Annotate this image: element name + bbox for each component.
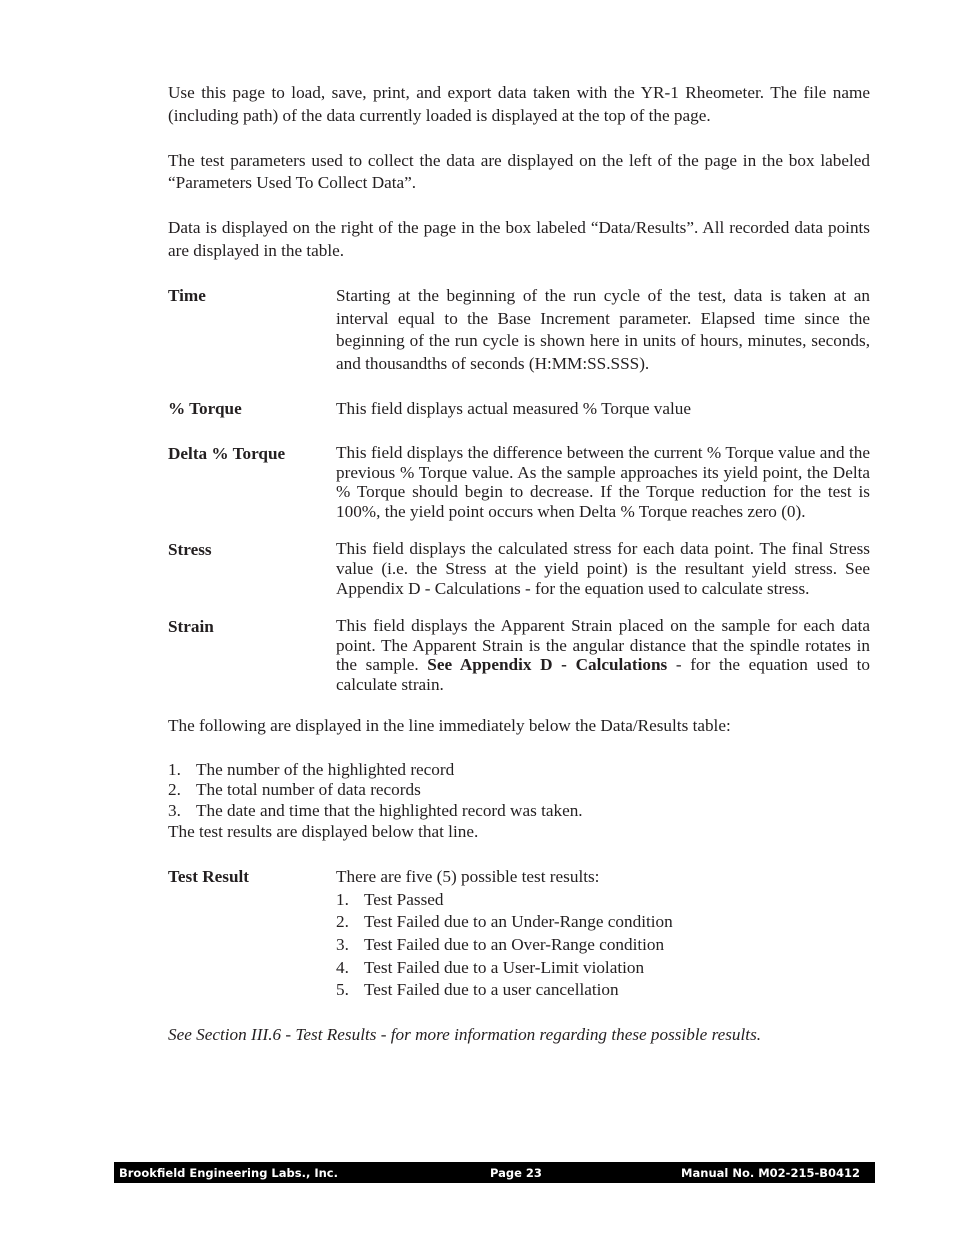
page-footer [114, 1162, 875, 1183]
list-text: The number of the highlighted record [196, 759, 455, 779]
footer-company: Brookfield Engineering Labs., Inc. [119, 1165, 338, 1180]
page-body [168, 82, 870, 1047]
list-number: 1. [168, 759, 181, 779]
list-text: The total number of data records [196, 780, 421, 800]
term-label: Strain [168, 617, 214, 637]
field-definition-torque [168, 398, 870, 421]
intro-paragraph: The test parameters used to collect the data are displayed on the left of the page in the box labeled “Parameters Used To Collect Data”. [168, 150, 870, 193]
term-label: Stress [168, 540, 212, 560]
list-item [168, 801, 870, 822]
list-text: Test Failed due to a User-Limit violation [364, 957, 645, 977]
list-number: 2. [168, 780, 181, 800]
list-item [336, 934, 870, 957]
strain-desc-part: This field displays the Apparent Strain placed on the sample for each data point. The Apparent Strain is the angular distance that the spindle rotates in the sample. [336, 616, 870, 675]
list-number: 3. [336, 935, 349, 955]
term-label: Time [168, 286, 206, 306]
strain-desc-part: - for the equation used to calculate strain. [336, 655, 870, 694]
list-item [336, 889, 870, 912]
term-description: This field displays the calculated stress for each data point. The final Stress value (i.e. the Stress at the yield point) is the resultant yield stress. See Appendix D - Calculations - for the equation used to calculate stress. [336, 539, 870, 598]
list-item [336, 911, 870, 934]
term-description [336, 616, 870, 694]
list-number: 5. [336, 980, 349, 1000]
list-item [168, 780, 870, 801]
field-definition-stress [168, 539, 870, 598]
term-label: Delta % Torque [168, 444, 286, 464]
list-number: 3. [168, 800, 181, 820]
appendix-reference: See Appendix D - Calculations [427, 655, 668, 675]
term-description [336, 866, 870, 1002]
test-result-list [336, 889, 870, 1002]
list-number: 2. [336, 912, 349, 932]
list-text: Test Failed due to an Over-Range condition [364, 935, 665, 955]
below-table-intro: The following are displayed in the line immediately below the Data/Results table: [168, 715, 731, 735]
list-item [336, 957, 870, 980]
list-item [336, 979, 870, 1002]
section-reference-note: See Section III.6 - Test Results - for more information regarding these possible results. [168, 1025, 762, 1045]
list-text: Test Passed [364, 889, 444, 909]
list-text: Test Failed due to an Under-Range condition [364, 912, 673, 932]
term-description: This field displays the difference between the current % Torque value and the previous % Torque value. As the sample approaches its yield point, the Delta % Torque should begin to decrease. If the Torque reduction for the test is 100%, the yield point occurs when Delta % Torque reaches zero (0). [336, 443, 870, 521]
field-definition-test-result [168, 866, 870, 1002]
results-intro: The test results are displayed below that line. [168, 822, 479, 842]
intro-paragraph: Use this page to load, save, print, and export data taken with the YR-1 Rheometer. The file name (including path) of the data currently loaded is displayed at the top of the page. [168, 83, 870, 125]
field-definition-delta-torque [168, 443, 870, 521]
footer-page-number: Page 23 [490, 1165, 542, 1180]
footer-manual-number: Manual No. M02-215-B0412 [681, 1165, 860, 1180]
list-text: Test Failed due to a user cancellation [364, 980, 619, 1000]
list-item [168, 760, 870, 781]
intro-paragraph: Data is displayed on the right of the page in the box labeled “Data/Results”. All recorded data points are displayed in the table. [168, 218, 870, 260]
list-number: 1. [336, 889, 349, 909]
term-label: % Torque [168, 398, 242, 418]
below-table-list [168, 760, 870, 822]
field-definition-time [168, 285, 870, 375]
list-text: The date and time that the highlighted record was taken. [196, 800, 583, 820]
term-label: Test Result [168, 867, 250, 887]
list-number: 4. [336, 957, 349, 977]
term-description: This field displays actual measured % Torque value [336, 398, 692, 418]
test-result-lead: There are five (5) possible test results: [336, 867, 600, 887]
field-definition-strain [168, 616, 870, 694]
term-description: Starting at the beginning of the run cycle of the test, data is taken at an interval equal to the Base Increment parameter. Elapsed time since the beginning of the run cycle is shown here in units of hours, minutes, seconds, and thousandths of seconds (H:MM:SS.SSS). [336, 286, 870, 373]
